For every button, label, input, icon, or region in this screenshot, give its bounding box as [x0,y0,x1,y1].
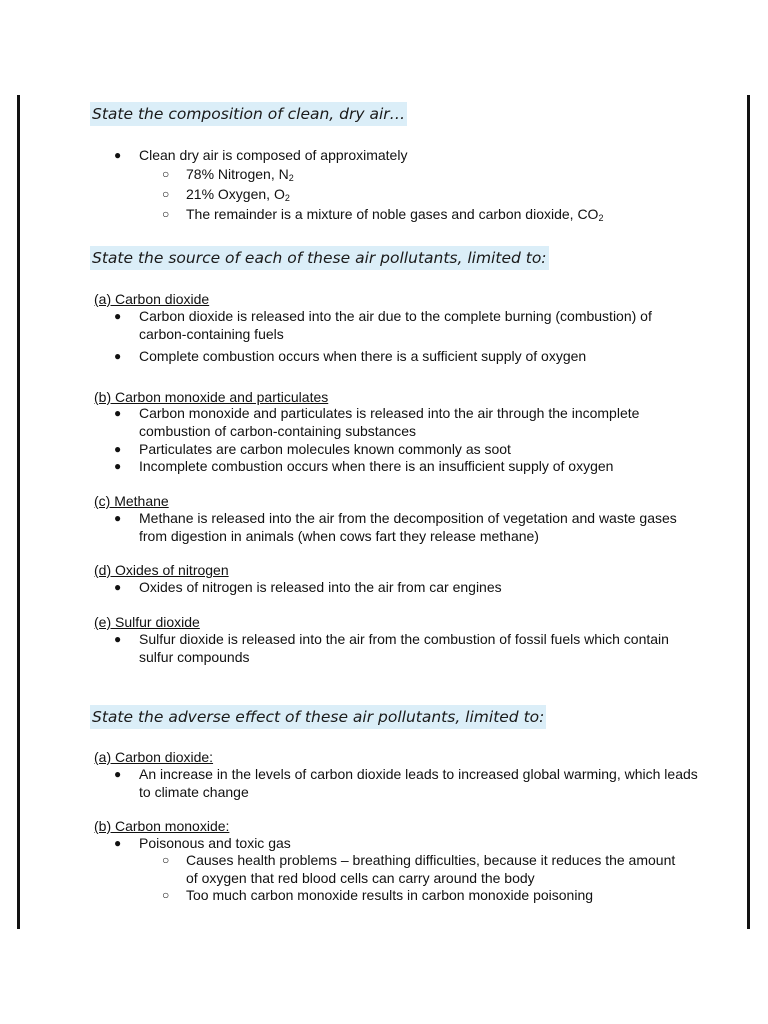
bullet-dot-icon: ● [114,459,122,473]
bullet-dot-icon: ● [114,442,122,456]
bullet-dot-icon: ● [114,767,122,781]
hollow-bullet-icon: ○ [162,888,170,902]
bullet-dot-icon: ● [114,406,122,420]
left-border-line [17,95,20,929]
bullet-dot-icon: ● [114,511,122,525]
bullet-dot-icon: ● [114,349,122,363]
bullet-clean-dry-air: ● Clean dry air is composed of approximately [114,147,408,163]
section-heading-adverse-effects: State the adverse effect of these air pollutants, limited to: [90,705,546,729]
bullet-dot-icon: ● [114,580,122,594]
subheading-carbon-dioxide-effect: (a) Carbon dioxide: [94,749,214,765]
sub-bullet-oxygen: ○ 21% Oxygen, $O_2$ [162,186,290,203]
list-item: ● Complete combustion occurs when there is a sufficient supply of oxygen [114,348,587,364]
hollow-bullet-icon: ○ [162,187,170,201]
bullet-dot-icon: ● [114,309,122,323]
hollow-bullet-icon: ○ [162,167,170,181]
list-item: ● An increase in the levels of carbon dioxide leads to increased global warming, which leads to climate change [114,766,698,800]
list-item: ● Methane is released into the air from the decomposition of vegetation and waste gases from digestion in animals (when cows fart they release methane) [114,510,677,544]
list-item: ● Carbon dioxide is released into the air due to the complete burning (combustion) of carbon-containing fuels [114,308,652,342]
list-item: ● Particulates are carbon molecules known commonly as soot [114,441,511,457]
subheading-oxides-of-nitrogen: (d) Oxides of nitrogen [94,562,229,578]
bullet-dot-icon: ● [114,148,122,162]
list-item: ● Poisonous and toxic gas [114,835,291,851]
right-border-line [747,95,750,929]
list-item: ● Incomplete combustion occurs when there is an insufficient supply of oxygen [114,458,614,474]
sub-bullet-nitrogen: ○ 78% Nitrogen, $N_2$ [162,166,294,183]
subheading-sulfur-dioxide: (e) Sulfur dioxide [94,614,200,630]
sub-list-item: ○ Causes health problems – breathing difficulties, because it reduces the amount of oxygen that red blood cells can carry around the body [162,852,676,886]
hollow-bullet-icon: ○ [162,207,170,221]
sub-bullet-remainder: ○ The remainder is a mixture of noble gases and carbon dioxide, $CO_2$ [162,206,604,223]
list-item: ● Sulfur dioxide is released into the air from the combustion of fossil fuels which contain sulfur compounds [114,631,669,665]
section-heading-composition: State the composition of clean, dry air… [90,102,407,126]
list-item: ● Oxides of nitrogen is released into the air from car engines [114,579,502,595]
subheading-carbon-monoxide-particulates: (b) Carbon monoxide and particulates [94,389,329,405]
bullet-dot-icon: ● [114,632,122,646]
subheading-carbon-monoxide-effect: (b) Carbon monoxide: [94,818,230,834]
sub-list-item: ○ Too much carbon monoxide results in carbon monoxide poisoning [162,887,594,903]
subheading-carbon-dioxide: (a) Carbon dioxide [94,291,210,307]
hollow-bullet-icon: ○ [162,853,170,867]
subheading-methane: (c) Methane [94,493,169,509]
list-item: ● Carbon monoxide and particulates is released into the air through the incomplete combustion of carbon-containing substances [114,405,640,439]
section-heading-sources: State the source of each of these air pollutants, limited to: [90,246,549,270]
bullet-dot-icon: ● [114,836,122,850]
